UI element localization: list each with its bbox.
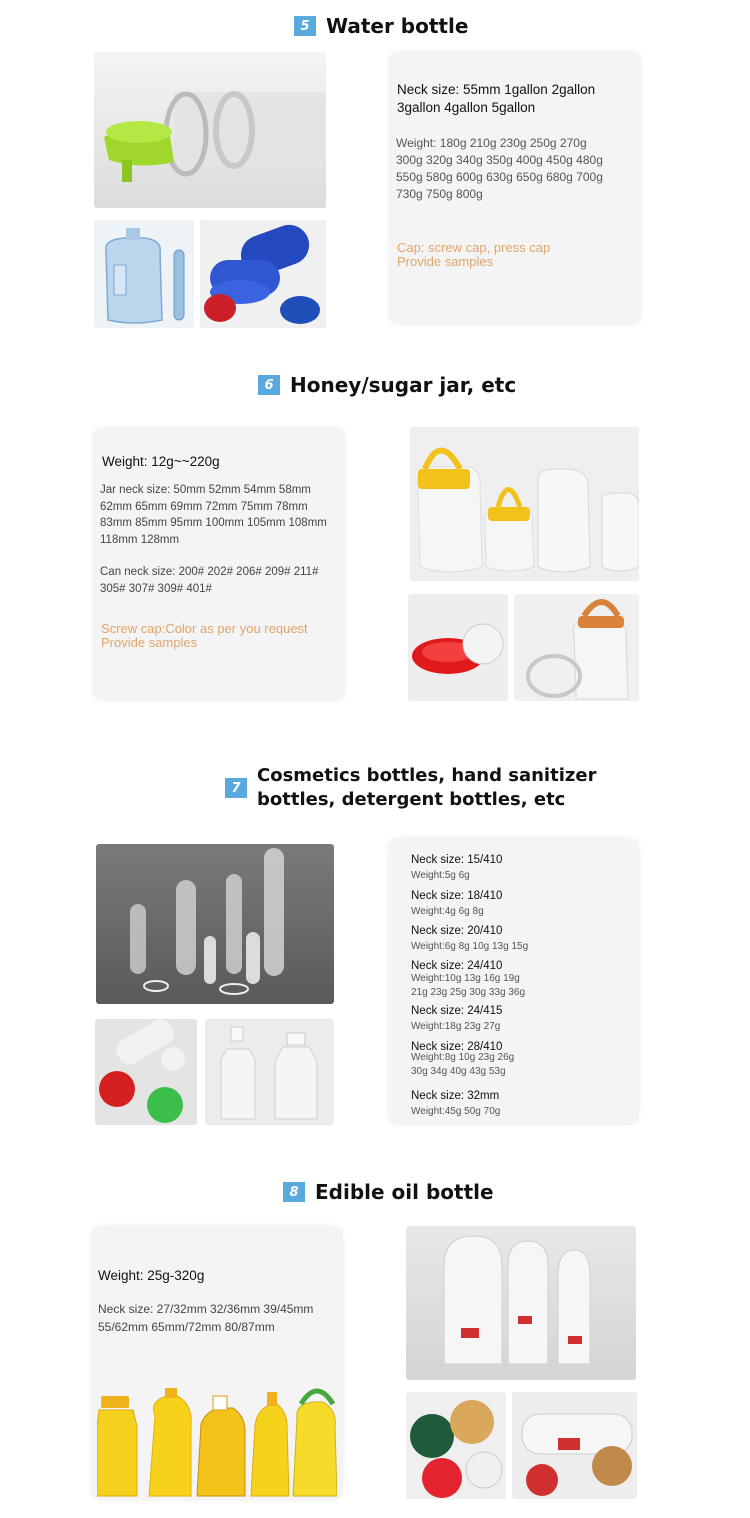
weight-text: Weight:8g 10g 23g 26g 30g 34g 40g 43g 53g	[411, 1052, 515, 1077]
section-title-text: Water bottle	[326, 14, 469, 38]
section-number-badge: 6	[258, 375, 280, 395]
weight-text: Weight:18g 23g 27g	[411, 1021, 501, 1032]
cap-text: Cap: screw cap, press cap Provide samples	[397, 240, 551, 269]
neck-size-text: Neck size: 55mm 1gallon 2gallon 3gallon 4gallon 5gallon	[397, 82, 596, 115]
water-bottle-spec-card	[389, 51, 641, 325]
oil-caps-photo	[406, 1392, 506, 1499]
section-number-badge: 8	[283, 1182, 305, 1202]
neck-size-text: Neck size: 18/410	[411, 890, 503, 902]
section-6-title	[258, 373, 516, 397]
section-title-text: Honey/sugar jar, etc	[290, 373, 517, 397]
weight-text: Weight:5g 6g	[411, 870, 470, 881]
blue-preform-photo	[200, 220, 326, 328]
jar-neck-text: Jar neck size: 50mm 52mm 54mm 58mm 62mm 65mm 69mm 72mm 75mm 78mm 83mm 85mm 95mm 100mm 105mm 108mm 118mm 128mm	[100, 484, 327, 546]
neck-size-text: Neck size: 27/32mm 32/36mm 39/45mm 55/62mm 65mm/72mm 80/87mm	[98, 1302, 314, 1334]
weight-text: Weight:4g 6g 8g	[411, 906, 484, 917]
weight-text: Weight: 180g 210g 230g 250g 270g 300g 320g 340g 350g 400g 450g 480g 550g 580g 600g 630g 650g 680g 700g 730g 750g 800g	[396, 136, 603, 201]
jars-photo	[410, 427, 639, 581]
section-5-title	[294, 14, 468, 38]
section-title-text: Cosmetics bottles, hand sanitizer bottles, detergent bottles, etc	[257, 765, 597, 810]
weight-text: Weight:10g 13g 16g 19g 21g 23g 25g 30g 33g 36g	[411, 973, 525, 998]
section-8-title	[283, 1180, 494, 1204]
neck-size-text: Neck size: 24/410	[411, 960, 503, 972]
cap-text: Screw cap:Color as per you request Provide samples	[101, 621, 308, 650]
neck-size-text: Neck size: 15/410	[411, 854, 503, 866]
oil-bottles-illustration	[97, 1386, 337, 1498]
weight-text: Weight: 12g~~220g	[102, 454, 220, 469]
neck-size-text: Neck size: 20/410	[411, 925, 503, 937]
section-number-badge: 7	[225, 778, 247, 798]
oil-preforms-photo	[406, 1226, 636, 1380]
oil-preform-cap-photo	[512, 1392, 637, 1499]
spec-item	[411, 960, 525, 1000]
edible-oil-spec-card	[91, 1226, 343, 1500]
spec-item	[411, 1041, 514, 1079]
section-title-text: Edible oil bottle	[315, 1180, 494, 1204]
honey-jar-spec-card	[93, 427, 345, 701]
cosmetic-preforms-photo	[96, 844, 334, 1004]
cosmetics-spec-card	[388, 838, 639, 1125]
weight-text: Weight:6g 8g 10g 13g 15g	[411, 941, 529, 952]
neck-size-text: Neck size: 32mm	[411, 1090, 500, 1102]
weight-text: Weight:45g 50g 70g	[411, 1106, 501, 1117]
red-cap-photo	[408, 594, 508, 701]
spec-item	[411, 1005, 502, 1034]
can-neck-text: Can neck size: 200# 202# 206# 209# 211# 305# 307# 309# 401#	[100, 566, 319, 595]
spec-item	[411, 854, 502, 883]
color-caps-photo	[95, 1019, 197, 1125]
spray-bottles-photo	[205, 1019, 334, 1125]
section-number-badge: 5	[294, 16, 316, 36]
jug-and-preform-photo	[94, 220, 194, 328]
neck-size-text: Neck size: 24/415	[411, 1005, 503, 1017]
section-7-title	[225, 764, 596, 812]
spec-item	[411, 925, 528, 954]
spec-item	[411, 890, 502, 919]
spec-item	[411, 1090, 500, 1119]
neck-size-text: Neck size: 28/410	[411, 1041, 503, 1053]
orange-handle-jar-photo	[514, 594, 639, 701]
weight-text: Weight: 25g-320g	[98, 1268, 205, 1283]
water-preform-photo	[94, 52, 326, 208]
